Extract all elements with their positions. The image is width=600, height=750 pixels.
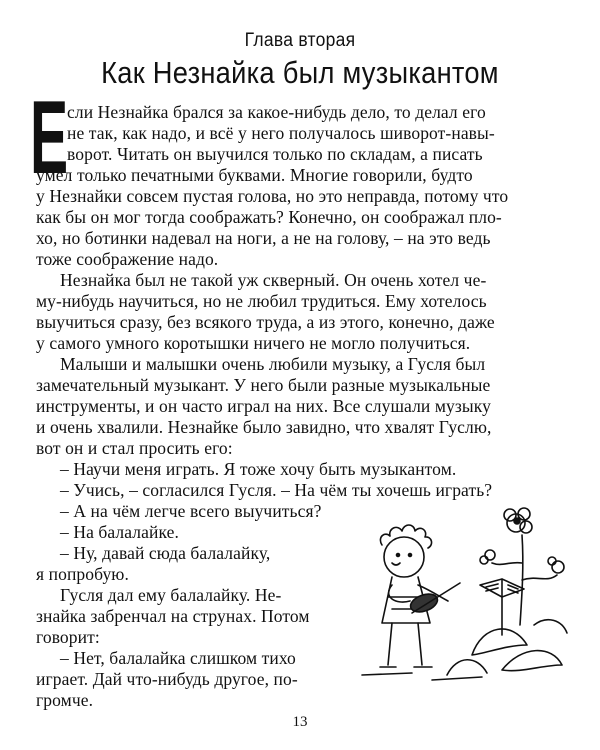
text-line: ворот. Читать он выучился только по складам, а писать bbox=[67, 144, 483, 164]
text-line: замечательный музыкант. У него были разные музыкальные bbox=[36, 375, 491, 395]
text-line: сли Незнайка брался за какое-нибудь дело, то делал его bbox=[67, 102, 486, 122]
text-line: говорит: bbox=[36, 627, 100, 647]
text-line: инструменты, и он часто играл на них. Все слушали музыку bbox=[36, 396, 491, 416]
text-line: – На балалайке. bbox=[60, 522, 179, 542]
text-line: знайка забренчал на струнах. Потом bbox=[36, 606, 310, 626]
neznaika-violin-illustration bbox=[352, 505, 572, 695]
text-line: умел только печатными буквами. Многие говорили, будто bbox=[36, 165, 473, 185]
text-line: – Учись, – согласился Гусля. – На чём ты хочешь играть? bbox=[60, 480, 493, 500]
text-line: – А на чём легче всего выучиться? bbox=[60, 501, 322, 521]
text-line: выучиться сразу, без всякого труда, а из этого, конечно, даже bbox=[36, 312, 495, 332]
text-line: как бы он мог тогда соображать? Конечно, он соображал пло- bbox=[36, 207, 502, 227]
text-line: – Нет, балалайка слишком тихо bbox=[60, 648, 296, 668]
text-line: громче. bbox=[36, 690, 94, 710]
drop-cap: Е bbox=[30, 80, 69, 196]
text-line: я попробую. bbox=[36, 564, 129, 584]
text-line: у Незнайки совсем пустая голова, но это неправда, потому что bbox=[36, 186, 509, 206]
text-line: вот он и стал просить его: bbox=[36, 438, 233, 458]
text-line: Малыши и малышки очень любили музыку, а Гусля был bbox=[60, 354, 486, 374]
text-line: хо, но ботинки надевал на ноги, а не на голову, – на это ведь bbox=[36, 228, 491, 248]
text-line: тоже соображение надо. bbox=[36, 249, 219, 269]
text-line: не так, как надо, и всё у него получалось шиворот-навы- bbox=[67, 123, 495, 143]
text-line: и очень хвалили. Незнайке было завидно, что хвалят Гуслю, bbox=[36, 417, 492, 437]
page-number: 13 bbox=[292, 714, 308, 730]
text-line: – Ну, давай сюда балалайку, bbox=[60, 543, 271, 563]
text-line: – Научи меня играть. Я тоже хочу быть музыкантом. bbox=[60, 459, 457, 479]
text-line: играет. Дай что-нибудь другое, по- bbox=[36, 669, 298, 689]
text-line: у самого умного коротышки ничего не могло получиться. bbox=[36, 333, 471, 353]
chapter-label: Глава вторая bbox=[244, 30, 356, 51]
text-line: му-нибудь научиться, но не любил трудиться. Ему хотелось bbox=[36, 291, 487, 311]
text-line: Незнайка был не такой уж скверный. Он очень хотел че- bbox=[60, 270, 487, 290]
chapter-title: Как Незнайка был музыкантом bbox=[101, 55, 499, 90]
text-line: Гусля дал ему балалайку. Не- bbox=[60, 585, 282, 605]
